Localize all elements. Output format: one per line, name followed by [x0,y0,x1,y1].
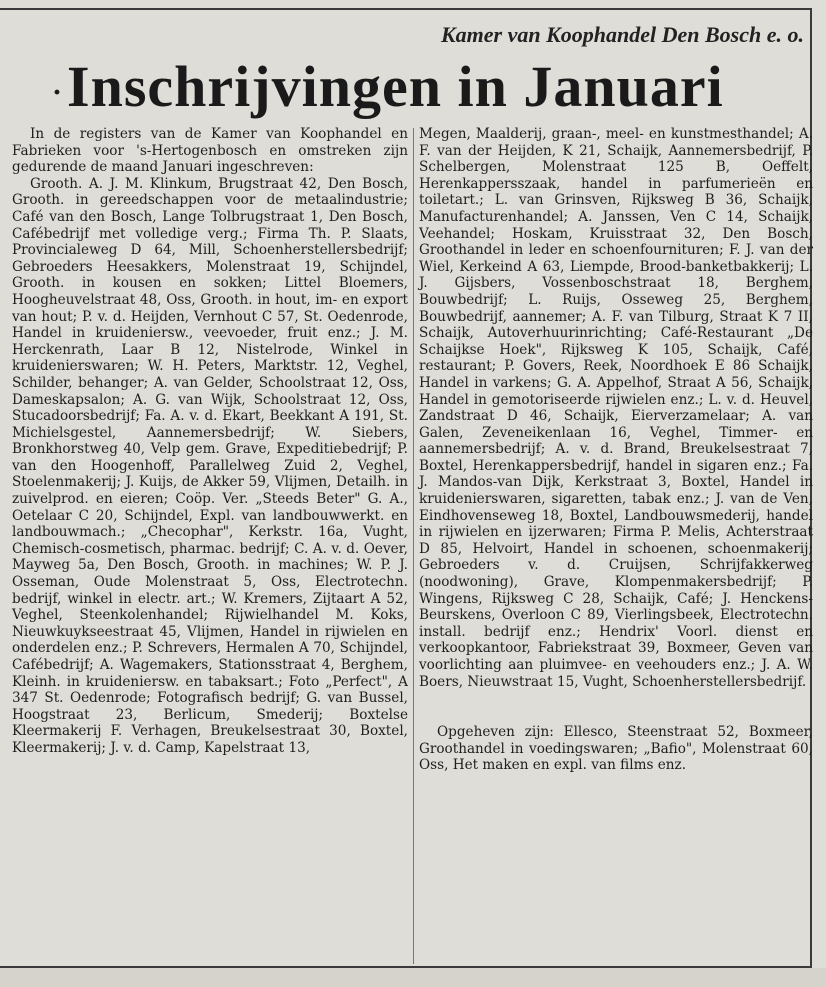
next-article-edge [0,968,826,987]
listing-paragraph-left: Grooth. A. J. M. Klinkum, Brugstraat 42, Den Bosch, Grooth. in gereedschappen voor de metaalindustrie; Café van den Bosch, Lange Tolbrugstraat 1, Den Bosch, Cafébedrijf met volledige verg.; Firma Th. P. Slaats, Provincialeweg D 64, Mill, Schoenherstellersbedrijf; Gebroeders Heesakkers, Molenstraat 19, Schijndel, Grooth. in kousen en sokken; Littel Bloemers, Hoogheuvelstraat 48, Oss, Grooth. in hout, im- en export van hout; P. v. d. Heijden, Vernhout C 57, St. Oedenrode, Handel in kruideniersw., veevoeder, fruit enz.; J. M. Herckenrath, Laar B 12, Nistelrode, Winkel in kruidenierswaren; W. H. Peters, Marktstr. 12, Veghel, Schilder, behanger; A. van Gelder, Schoolstraat 12, Oss, Dameskapsalon; A. G. van Wijk, Schoolstraat 12, Oss, Stucadoorsbedrijf; Fa. A. v. d. Ekart, Beekkant A 191, St. Michielsgestel, Aannemersbedrijf; W. Siebers, Bronkhorstweg 40, Velp gem. Grave, Expeditiebedrijf; P. van den Hoogenhoff, Parallelweg Zuid 2, Veghel, Stoelenmakerij; J. Kuijs, de Akker 59, Vlijmen, Detailh. in zuivelprod. en eieren; Coöp. Ver. „Steeds Beter" G. A., Oetelaar C 20, Schijndel, Expl. van landbouwwerkt. en landbouwmach.; „Checophar", Kerkstr. 16a, Vught, Chemisch-cosmetisch, pharmac. bedrijf; C. A. v. d. Oever, Mayweg 5a, Den Bosch, Grooth. in machines; W. P. J. Osseman, Oude Molenstraat 5, Oss, Electrotechn. bedrijf, winkel in electr. art.; W. Kremers, Zijtaart A 52, Veghel, Steenkolenhandel; Rijwielhandel M. Koks, Nieuwkuykseestraat 45, Vlijmen, Handel in rijwielen en onderdelen enz.; P. Schrevers, Hermalen A 70, Schijndel, Cafébedrijf; A. Wagemakers, Stationsstraat 4, Berghem, Kleinh. in kruideniersw. en tabaksart.; Foto „Perfect", A 347 St. Oedenrode; Fotografisch bedrijf; G. van Bussel, Hoogstraat 23, Berlicum, Smederij; Boxtelse Kleermakerij F. Verhagen, Breukelsestraat 30, Boxtel, Kleermakerij; J. v. d. Camp, Kapelstraat 13, [12,175,408,756]
headline [52,52,792,128]
column-divider [413,128,414,964]
article-column-right [419,126,813,774]
top-rule [0,8,812,10]
headline-text: Inschrijvingen in Januari [67,54,724,119]
intro-paragraph: In de registers van de Kamer van Koophandel en Fabrieken voor 's-Hertogenbosch en omstreken zijn gedurende de maand Januari ingeschreven: [12,126,408,176]
opgeheven-paragraph: Opgeheven zijn: Ellesco, Steenstraat 52, Boxmeer, Groothandel in voedingswaren; „Bafio", Molenstraat 60, Oss, Het maken en expl. van films enz. [419,724,813,774]
article-column-left [12,126,408,757]
headline-bullet: · [52,75,64,109]
listing-paragraph-right: Megen, Maalderij, graan-, meel- en kunstmesthandel; A. F. van der Heijden, K 21, Schaijk, Aannemersbedrijf, P. Schelbergen, Molenstraat 125 B, Oeffelt, Herenkappersszaak, handel in parfumerieën en toiletart.; L. van Grinsven, Rijksweg B 36, Schaijk, Manufacturenhandel; A. Janssen, Ven C 14, Schaijk, Veehandel; Hoskam, Kruisstraat 32, Den Bosch, Groothandel in leder en schoenfournituren; F. J. van der Wiel, Kerkeind A 63, Liempde, Brood-banketbakkerij; L. J. Gijsbers, Vossenboschstraat 18, Berghem, Bouwbedrijf; L. Ruijs, Osseweg 25, Berghem, Bouwbedrijf, aannemer; A. F. van Tilburg, Straat K 7 II, Schaijk, Autoverhuurinrichting; Café-Restaurant „De Schaijkse Hoek", Rijksweg K 105, Schaijk, Café, restaurant; P. Govers, Reek, Noordhoek E 86 Schaijk, Handel in varkens; G. A. Appelhof, Straat A 56, Schaijk, Handel in gemotoriseerde rijwielen enz.; L. v. d. Heuvel, Zandstraat D 46, Schaijk, Eierverzamelaar; A. van Galen, Zeveneikenlaan 16, Veghel, Timmer- en aannemersbedrijf; A. v. d. Brand, Breukelsestraat 7, Boxtel, Herenkappersbedrijf, handel in sigaren enz.; Fa. J. Mandos-van Dijk, Kerkstraat 3, Boxtel, Handel in kruidenierswaren, sigaretten, tabak enz.; J. van de Ven, Eindhovenseweg 18, Boxtel, Landbouwsmederij, handel in rijwielen en ijzerwaren; Firma P. Melis, Achterstraat D 85, Helvoirt, Handel in schoenen, schoenmakerij; Gebroeders v. d. Cruijsen, Schrijfakkerweg (noodwoning), Grave, Klompenmakersbedrijf; P. Wingens, Rijksweg C 28, Schaijk, Café; J. Henckens-Beurskens, Overloon C 89, Vierlingsbeek, Electrotechn. install. bedrijf enz.; Hendrix' Voorl. dienst en verkoopkantoor, Fabriekstraat 39, Boxmeer, Geven van voorlichting aan pluimvee- en veehouders enz.; J. A. W. Boers, Nieuwstraat 15, Vught, Schoenherstellersbedrijf. [419,126,813,690]
section-header: Kamer van Koophandel Den Bosch e. o. [440,22,804,47]
